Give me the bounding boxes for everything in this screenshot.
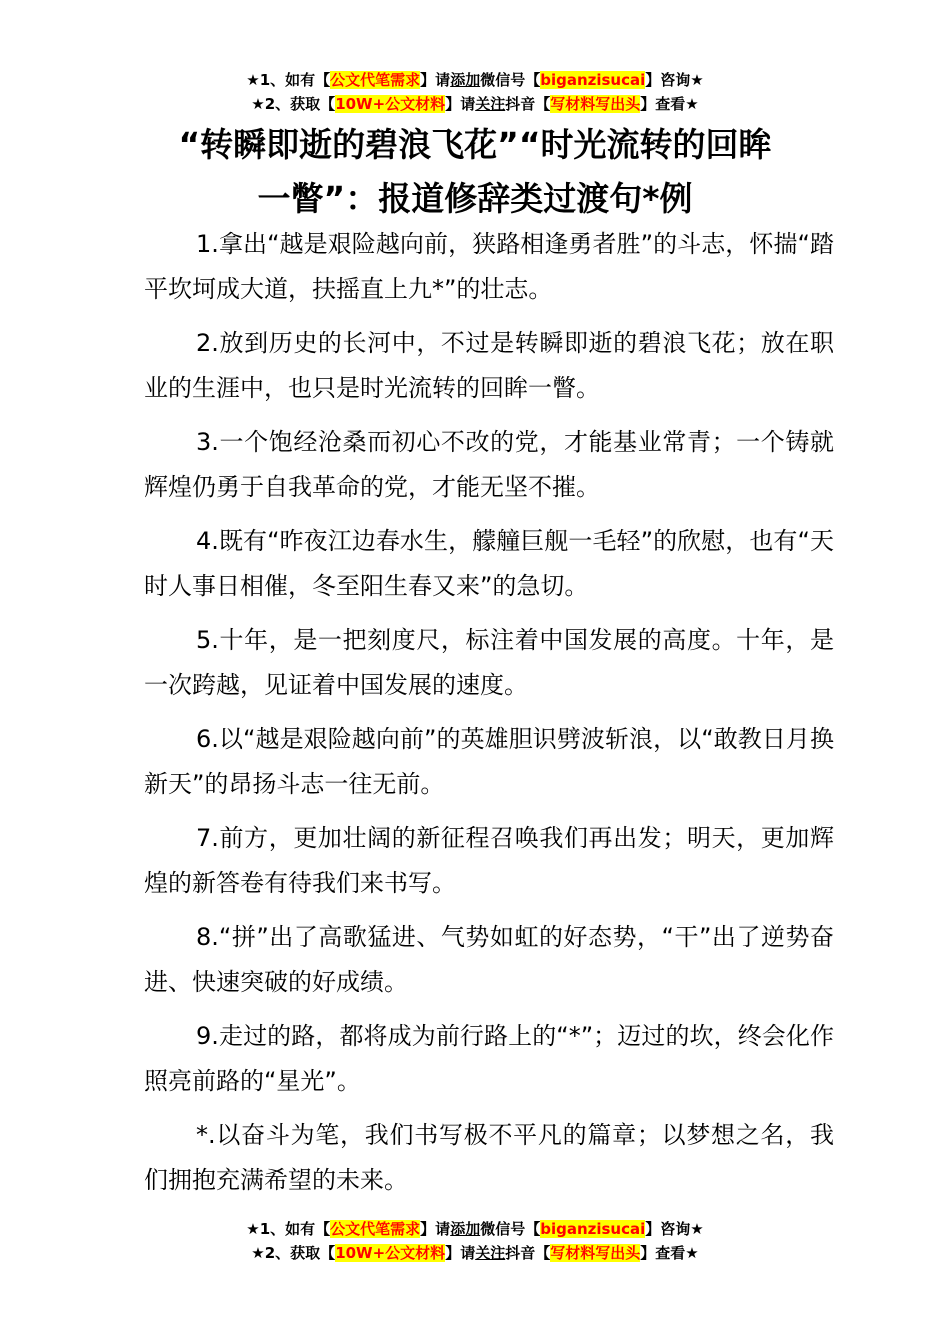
page-title — [100, 118, 850, 226]
paragraph-8: 8.“拼”出了高歌猛进、气势如虹的好态势，“干”出了逆势奋进、快速突破的好成绩。 — [144, 923, 834, 996]
footer-banner — [0, 1217, 950, 1265]
header-banner — [0, 68, 950, 116]
footer-highlight-douyin-account: 写材料写出头 — [550, 1244, 641, 1262]
paragraph-4: 4.既有“昨夜江边春水生，艨艟巨舰一毛轻”的欣慰，也有“天时人事日相催，冬至阳生春又来”的急切。 — [144, 527, 834, 600]
footer-highlight-service: 公文代笔需求 — [330, 1220, 421, 1238]
banner-line-1: ★1、如有【公文代笔需求】请添加微信号【biganzisucai】咨询★ — [246, 71, 704, 89]
title-line-2: 一瞥”：报道修辞类过渡句*例 — [257, 179, 693, 218]
footer-highlight-wechat-id: biganzisucai — [540, 1220, 646, 1238]
highlight-wechat-id: biganzisucai — [540, 71, 646, 89]
paragraph-1: 1.拿出“越是艰险越向前，狭路相逢勇者胜”的斗志，怀揣“踏平坎坷成大道，扶摇直上九*”的壮志。 — [144, 230, 834, 303]
banner-line-2: ★2、获取【10W+公文材料】请关注抖音【写材料写出头】查看★ — [251, 95, 699, 113]
paragraph-6: 6.以“越是艰险越向前”的英雄胆识劈波斩浪，以“敢教日月换新天”的昂扬斗志一往无前。 — [144, 725, 834, 798]
paragraph-9: 9.走过的路，都将成为前行路上的“*”；迈过的坎，终会化作照亮前路的“星光”。 — [144, 1022, 834, 1095]
footer-highlight-materials: 10W+公文材料 — [335, 1244, 446, 1262]
footer-line-2: ★2、获取【10W+公文材料】请关注抖音【写材料写出头】查看★ — [251, 1244, 699, 1262]
paragraph-3: 3.一个饱经沧桑而初心不改的党，才能基业常青；一个铸就辉煌仍勇于自我革命的党，才能无坚不摧。 — [144, 428, 834, 501]
paragraph-5: 5.十年，是一把刻度尺，标注着中国发展的高度。十年，是一次跨越，见证着中国发展的速度。 — [144, 626, 834, 699]
footer-line-1: ★1、如有【公文代笔需求】请添加微信号【biganzisucai】咨询★ — [246, 1220, 704, 1238]
paragraph-2: 2.放到历史的长河中，不过是转瞬即逝的碧浪飞花；放在职业的生涯中，也只是时光流转的回眸一瞥。 — [144, 329, 834, 402]
highlight-service: 公文代笔需求 — [330, 71, 421, 89]
highlight-douyin-account: 写材料写出头 — [550, 95, 641, 113]
title-line-1: “转瞬即逝的碧浪飞花”“时光流转的回眸 — [178, 125, 772, 164]
paragraph-7: 7.前方，更加壮阔的新征程召唤我们再出发；明天，更加辉煌的新答卷有待我们来书写。 — [144, 824, 834, 897]
highlight-materials: 10W+公文材料 — [335, 95, 446, 113]
document-body — [144, 222, 834, 1212]
paragraph-10: *.以奋斗为笔，我们书写极不平凡的篇章；以梦想之名，我们拥抱充满希望的未来。 — [144, 1121, 834, 1194]
